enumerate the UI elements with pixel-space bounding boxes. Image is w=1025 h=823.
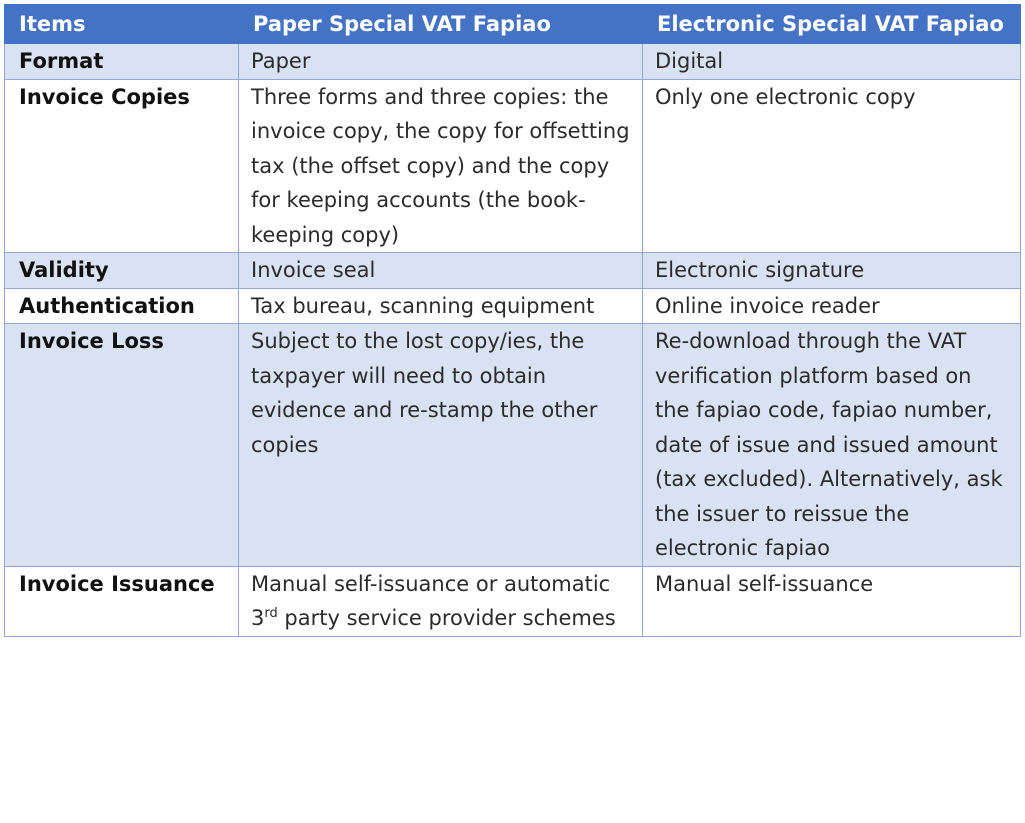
row-label: Validity: [5, 253, 239, 289]
paper-cell: Invoice seal: [239, 253, 643, 289]
paper-cell: [239, 566, 643, 636]
header-electronic: Electronic Special VAT Fapiao: [643, 5, 1021, 44]
table-row: [5, 253, 1021, 289]
electronic-cell: Manual self-issuance: [643, 566, 1021, 636]
paper-text-pre: Manual self-issuance or automatic 3: [251, 571, 611, 630]
table-row: [5, 324, 1021, 567]
header-paper: Paper Special VAT Fapiao: [239, 5, 643, 44]
paper-text-post: party service provider schemes: [277, 606, 616, 630]
row-label: Invoice Issuance: [5, 566, 239, 636]
paper-cell: Three forms and three copies: the invoice copy, the copy for offsetting tax (the offset copy) and the copy for keeping accounts (the book-keeping copy): [239, 79, 643, 253]
electronic-cell: Digital: [643, 44, 1021, 80]
electronic-cell: Only one electronic copy: [643, 79, 1021, 253]
paper-cell: Paper: [239, 44, 643, 80]
table-row: [5, 79, 1021, 253]
paper-cell: Subject to the lost copy/ies, the taxpayer will need to obtain evidence and re-stamp the other copies: [239, 324, 643, 567]
row-label: Invoice Copies: [5, 79, 239, 253]
electronic-cell: Electronic signature: [643, 253, 1021, 289]
comparison-table: [4, 4, 1021, 637]
table-row: [5, 44, 1021, 80]
electronic-cell: Re-download through the VAT verification platform based on the fapiao code, fapiao number, date of issue and issued amount (tax excluded). Alternatively, ask the issuer to reissue the electronic fapiao: [643, 324, 1021, 567]
paper-cell: Tax bureau, scanning equipment: [239, 288, 643, 324]
header-items: Items: [5, 5, 239, 44]
ordinal-superscript: rd: [264, 606, 278, 621]
electronic-cell: Online invoice reader: [643, 288, 1021, 324]
table-row: [5, 566, 1021, 636]
row-label: Format: [5, 44, 239, 80]
table-row: [5, 288, 1021, 324]
table-header-row: [5, 5, 1021, 44]
row-label: Authentication: [5, 288, 239, 324]
row-label: Invoice Loss: [5, 324, 239, 567]
